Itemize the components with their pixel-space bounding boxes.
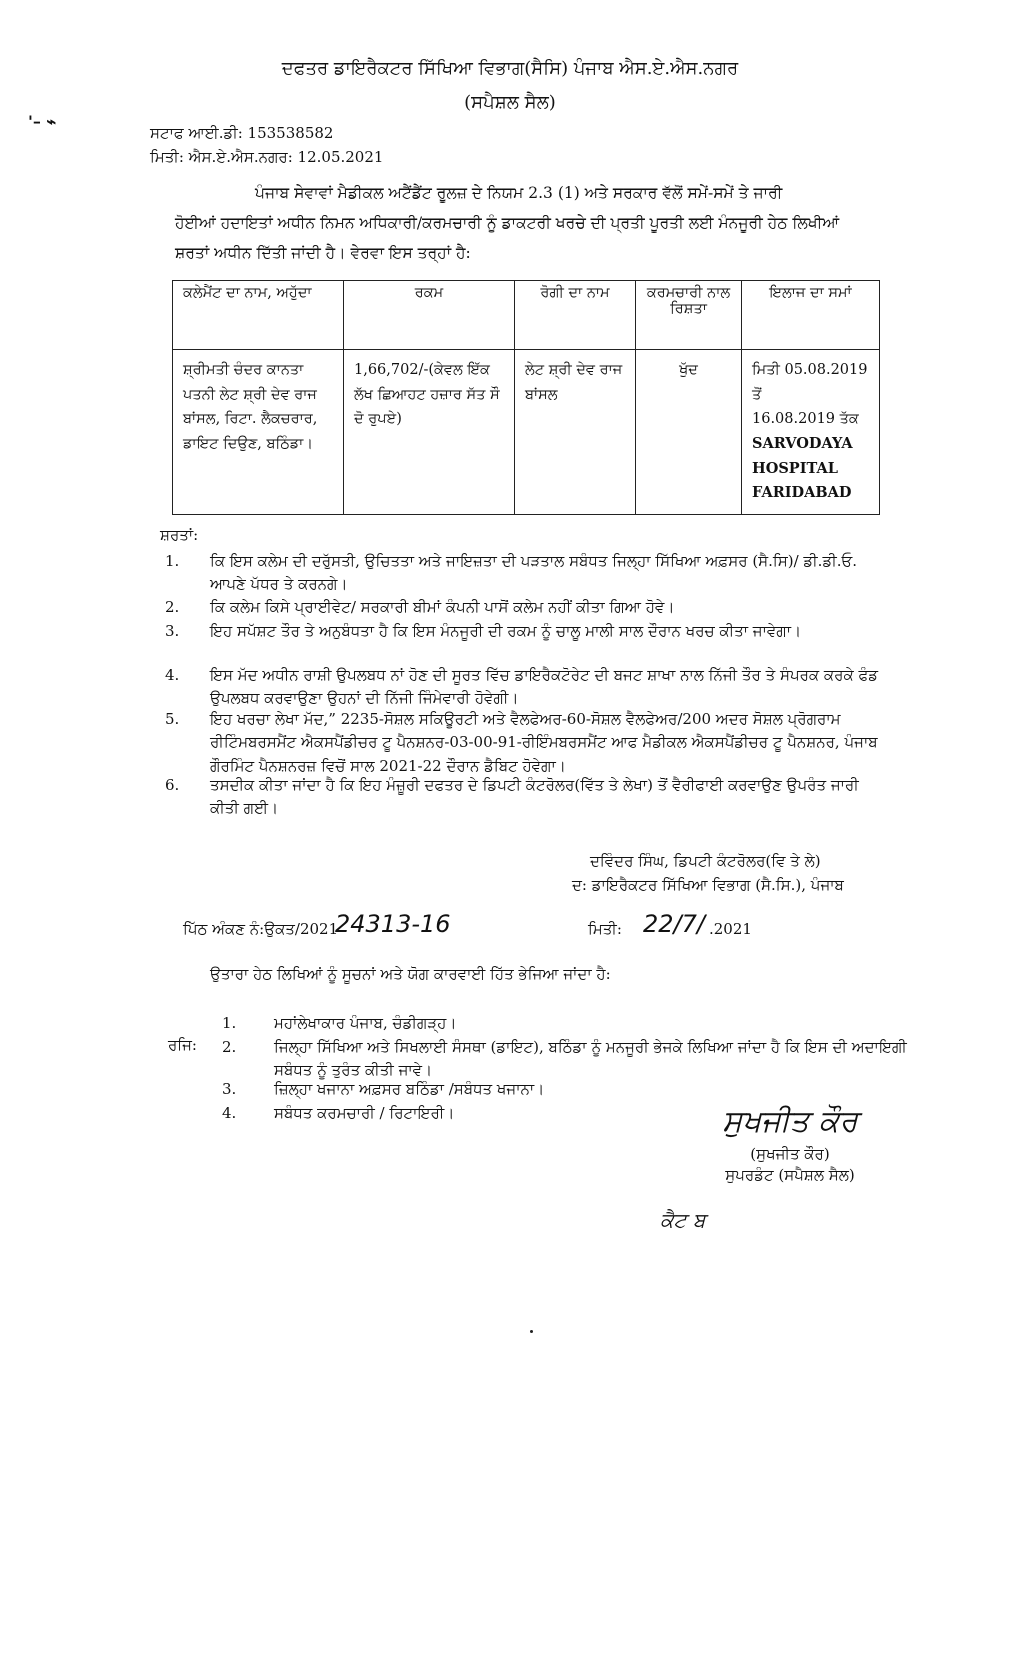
- endorsement-year: .2021: [709, 920, 752, 938]
- condition-text: ਇਸ ਮੱਦ ਅਧੀਨ ਰਾਸ਼ੀ ਉਪਲਬਧ ਨਾਂ ਹੋਣ ਦੀ ਸੂਰਤ ਵਿੱਚ ਡਾਇਰੈਕਟੋਰੇਟ ਦੀ ਬਜਟ ਸ਼ਾਖਾ ਨਾਲ ਨਿੱਜੀ ਤੌਰ ਤੇ ਸੰਪਰਕ ਕਰਕੇ ਫੰਡ ਉਪਲਬਧ ਕਰਵਾਉਣਾ ਉਹਨਾਂ ਦੀ ਨਿੱਜੀ ਜਿੰਮੇਵਾਰੀ ਹੋਵੇਗੀ।: [210, 666, 879, 708]
- endorsement-prefix: ਪਿੱਠ ਅੰਕਣ ਨੰ:ਉਕਤ/2021: [183, 920, 339, 938]
- header-relation: ਕਰਮਚਾਰੀ ਨਾਲ ਰਿਸ਼ਤਾ: [636, 281, 742, 350]
- staff-id: ਸਟਾਫ ਆਈ.ਡੀ: 153538582: [150, 124, 334, 142]
- endorsement-date: 22/7/: [643, 910, 705, 938]
- condition-number: 6.: [165, 776, 180, 794]
- office-subtitle: (ਸਪੈਸ਼ਲ ਸੈਲ): [464, 92, 556, 113]
- recipient-item: [222, 1036, 922, 1081]
- condition-text: ਕਿ ਕਲੇਮ ਕਿਸੇ ਪ੍ਰਾਈਵੇਟ/ ਸਰਕਾਰੀ ਬੀਮਾਂ ਕੰਪਨੀ ਪਾਸੋਂ ਕਲੇਮ ਨਹੀਂ ਕੀਤਾ ਗਿਆ ਹੋਵੇ।: [210, 598, 675, 616]
- condition-text: ਕਿ ਇਸ ਕਲੇਮ ਦੀ ਦਰੁੱਸਤੀ, ਉਚਿਤਤਾ ਅਤੇ ਜਾਇਜ਼ਤਾ ਦੀ ਪੜਤਾਲ ਸਬੰਧਤ ਜਿਲ੍ਹਾ ਸਿੱਖਿਆ ਅਫ਼ਸਰ (ਸੈ.ਸਿ)/ ਡੀ.ਡੀ.ਓ. ਆਪਣੇ ਪੱਧਰ ਤੇ ਕਰਨਗੇ।: [210, 552, 857, 594]
- endorsement-date-label: ਮਿਤੀ:: [588, 920, 622, 938]
- cell-relation: ਖੁੱਦ: [636, 350, 742, 515]
- cell-treatment-period: [742, 350, 880, 515]
- condition-item: [165, 550, 885, 597]
- header-claimant: ਕਲੇਮੈਂਟ ਦਾ ਨਾਮ, ਅਹੁੱਦਾ: [173, 281, 344, 350]
- scan-speck: [530, 1330, 533, 1333]
- hospital-line-1: SARVODAYA: [752, 434, 853, 452]
- cell-amount: 1,66,702/-(ਕੇਵਲ ਇੱਕ ਲੱਖ ਛਿਆਹਟ ਹਜ਼ਾਰ ਸੱਤ ਸੌ ਦੋ ਰੁਪਏ): [344, 350, 515, 515]
- recipient-text: ਜ਼ਿਲ੍ਹਾ ਖਜਾਨਾ ਅਫ਼ਸਰ ਬਠਿੰਡਾ /ਸਬੰਧਤ ਖਜਾਨਾ।: [274, 1080, 545, 1098]
- condition-item: [165, 620, 885, 643]
- intro-paragraph: [175, 178, 875, 269]
- condition-number: 1.: [165, 552, 180, 570]
- recipient-item: [222, 1078, 922, 1101]
- conditions-title: ਸ਼ਰਤਾਂ:: [160, 526, 199, 544]
- sign-off-name: (ਸੁਖਜੀਤ ਕੌਰ): [750, 1144, 830, 1163]
- condition-number: 2.: [165, 598, 180, 616]
- recipient-text: ਜਿਲ੍ਹਾ ਸਿੱਖਿਆ ਅਤੇ ਸਿਖਲਾਈ ਸੰਸਥਾ (ਡਾਇਟ), ਬਠਿੰਡਾ ਨੂੰ ਮਨਜੂਰੀ ਭੇਜਕੇ ਲਿਖਿਆ ਜਾਂਦਾ ਹੈ ਕਿ ਇਸ ਦੀ ਅਦਾਇਗੀ ਸਬੰਧਤ ਨੂੰ ਤੁਰੰਤ ਕੀਤੀ ਜਾਵੇ।: [274, 1038, 907, 1079]
- intro-line-2: ਹੋਈਆਂ ਹਦਾਇਤਾਂ ਅਧੀਨ ਨਿਮਨ ਅਧਿਕਾਰੀ/ਕਰਮਚਾਰੀ ਨੂੰ ਡਾਕਟਰੀ ਖਰਚੇ ਦੀ ਪ੍ਰਤੀ ਪੂਰਤੀ ਲਈ ਮੰਨਜੂਰੀ ਹੇਠ ਲਿਖੀਆਂ: [175, 214, 840, 233]
- handwritten-initials: ਕੈਟ ਬ: [660, 1208, 706, 1232]
- sign-off-designation: ਸੁਪਰਡੰਟ (ਸਪੈਸ਼ਲ ਸੈਲ): [725, 1166, 855, 1185]
- margin-mark: '– ⌁: [28, 112, 57, 131]
- cell-claimant: ਸ਼੍ਰੀਮਤੀ ਚੰਦਰ ਕਾਨਤਾ ਪਤਨੀ ਲੇਟ ਸ਼੍ਰੀ ਦੇਵ ਰਾਜ ਬਾਂਸਲ, ਰਿਟਾ. ਲੈਕਚਰਾਰ, ਡਾਇਟ ਦਿਉਣ, ਬਠਿੰਡਾ।: [173, 350, 344, 515]
- cell-patient: ਲੇਟ ਸ਼੍ਰੀ ਦੇਵ ਰਾਜ ਬਾਂਸਲ: [515, 350, 636, 515]
- hospital-line-3: FARIDABAD: [752, 484, 852, 502]
- signatory-office: ਦ: ਡਾਇਰੈਕਟਰ ਸਿੱਖਿਆ ਵਿਭਾਗ (ਸੈ.ਸਿ.), ਪੰਜਾਬ: [572, 876, 844, 894]
- recipient-number: 4.: [222, 1104, 237, 1122]
- intro-line-1: ਪੰਜਾਬ ਸੇਵਾਵਾਂ ਮੈਡੀਕਲ ਅਟੈਂਡੈਂਟ ਰੂਲਜ਼ ਦੇ ਨਿਯਮ 2.3 (1) ਅਤੇ ਸਰਕਾਰ ਵੱਲੋਂ ਸਮੇਂ-ਸਮੇਂ ਤੇ ਜਾਰੀ: [255, 184, 783, 202]
- header-patient: ਰੋਗੀ ਦਾ ਨਾਮ: [515, 281, 636, 350]
- sign-off-block: [680, 1100, 900, 1187]
- condition-item: [165, 774, 885, 821]
- recipient-text: ਸਬੰਧਤ ਕਰਮਚਾਰੀ / ਰਿਟਾਇਰੀ।: [274, 1104, 455, 1122]
- condition-item: [165, 596, 885, 619]
- period-from: ਮਿਤੀ 05.08.2019 ਤੋਂ: [752, 362, 868, 403]
- claim-table: [172, 280, 880, 515]
- condition-item: [165, 708, 885, 778]
- period-to: 16.08.2019 ਤੱਕ: [752, 411, 859, 428]
- condition-text: ਤਸਦੀਕ ਕੀਤਾ ਜਾਂਦਾ ਹੈ ਕਿ ਇਹ ਮੰਜ਼ੂਰੀ ਦਫਤਰ ਦੇ ਡਿਪਟੀ ਕੰਟਰੋਲਰ(ਵਿੱਤ ਤੇ ਲੇਖਾ) ਤੋਂ ਵੈਰੀਫਾਈ ਕਰਵਾਉਣ ਉਪਰੰਤ ਜਾਰੀ ਕੀਤੀ ਗਈ।: [210, 776, 859, 818]
- issue-date: ਮਿਤੀ: ਐਸ.ਏ.ਐਸ.ਨਗਰ: 12.05.2021: [150, 148, 384, 166]
- condition-text: ਇਹ ਖਰਚਾ ਲੇਖਾ ਮੱਦ,” 2235-ਸੋਸ਼ਲ ਸਕਿਊਰਟੀ ਅਤੇ ਵੈਲਫੇਅਰ-60-ਸੋਸ਼ਲ ਵੈਲਫੇਅਰ/200 ਅਦਰ ਸੋਸ਼ਲ ਪ੍ਰੋਗਰਾਮ ਰੀਟਿੰਮਬਰਸਮੈਂਟ ਐਕਸਪੈਂਡੀਚਰ ਟੂ ਪੈਨਸ਼ਨਰ-03-00-91-ਰੀਇੰਮਬਰਸਮੈਂਟ ਆਫ ਮੈਡੀਕਲ ਐਕਸਪੈਂਡੀਚਰ ਟੂ ਪੈਨਸ਼ਨਰ, ਪੰਜਾਬ ਗੌਰਮਿੰਟ ਪੈਨਸ਼ਨਰਜ਼ ਵਿਚੋਂ ਸਾਲ 2021-22 ਦੌਰਾਨ ਡੈਬਿਟ ਹੋਵੇਗਾ।: [210, 710, 878, 775]
- header-treatment-period: ਇਲਾਜ ਦਾ ਸਮਾਂ: [742, 281, 880, 350]
- condition-number: 4.: [165, 666, 180, 684]
- office-title: ਦਫਤਰ ਡਾਇਰੈਕਟਰ ਸਿੱਖਿਆ ਵਿਭਾਗ(ਸੈਸਿ) ਪੰਜਾਬ ਐਸ.ਏ.ਐਸ.ਨਗਰ: [281, 58, 739, 79]
- table-row: [173, 350, 880, 515]
- handwritten-signature: ਸੁਖਜੀਤ ਕੌਰ: [722, 1104, 858, 1139]
- table-header-row: [173, 281, 880, 350]
- recipient-number: 2.: [222, 1038, 237, 1056]
- copy-forward-intro: ਉਤਾਰਾ ਹੇਠ ਲਿਖਿਆਂ ਨੂੰ ਸੂਚਨਾਂ ਅਤੇ ਯੋਗ ਕਾਰਵਾਈ ਹਿੱਤ ਭੇਜਿਆ ਜਾਂਦਾ ਹੈ:: [210, 965, 611, 983]
- recipient-item: [222, 1012, 922, 1035]
- header-amount: ਰਕਮ: [344, 281, 515, 350]
- condition-text: ਇਹ ਸਪੱਸ਼ਟ ਤੌਰ ਤੇ ਅਨੁਬੰਧਤਾ ਹੈ ਕਿ ਇਸ ਮੰਨਜੂਰੀ ਦੀ ਰਕਮ ਨੂੰ ਚਾਲੂ ਮਾਲੀ ਸਾਲ ਦੌਰਾਨ ਖਰਚ ਕੀਤਾ ਜਾਵੇਗਾ।: [210, 622, 802, 640]
- recipient-number: 1.: [222, 1014, 237, 1032]
- recipient-text: ਮਹਾਂਲੇਖਾਕਾਰ ਪੰਜਾਬ, ਚੰਡੀਗੜ੍ਹ।: [274, 1014, 457, 1032]
- recipient-number: 3.: [222, 1080, 237, 1098]
- condition-number: 5.: [165, 710, 180, 728]
- condition-number: 3.: [165, 622, 180, 640]
- intro-line-3: ਸ਼ਰਤਾਂ ਅਧੀਨ ਦਿੱਤੀ ਜਾਂਦੀ ਹੈ। ਵੇਰਵਾ ਇਸ ਤਰ੍ਹਾਂ ਹੈ:: [175, 244, 471, 263]
- signatory-name: ਦਵਿੰਦਰ ਸਿੰਘ, ਡਿਪਟੀ ਕੰਟਰੋਲਰ(ਵਿ ਤੇ ਲੇ): [590, 852, 821, 870]
- hospital-line-2: HOSPITAL: [752, 459, 838, 477]
- condition-item: [165, 664, 885, 711]
- regd-label: ਰਜਿ:: [168, 1036, 197, 1054]
- endorsement-number: 24313-16: [335, 910, 451, 938]
